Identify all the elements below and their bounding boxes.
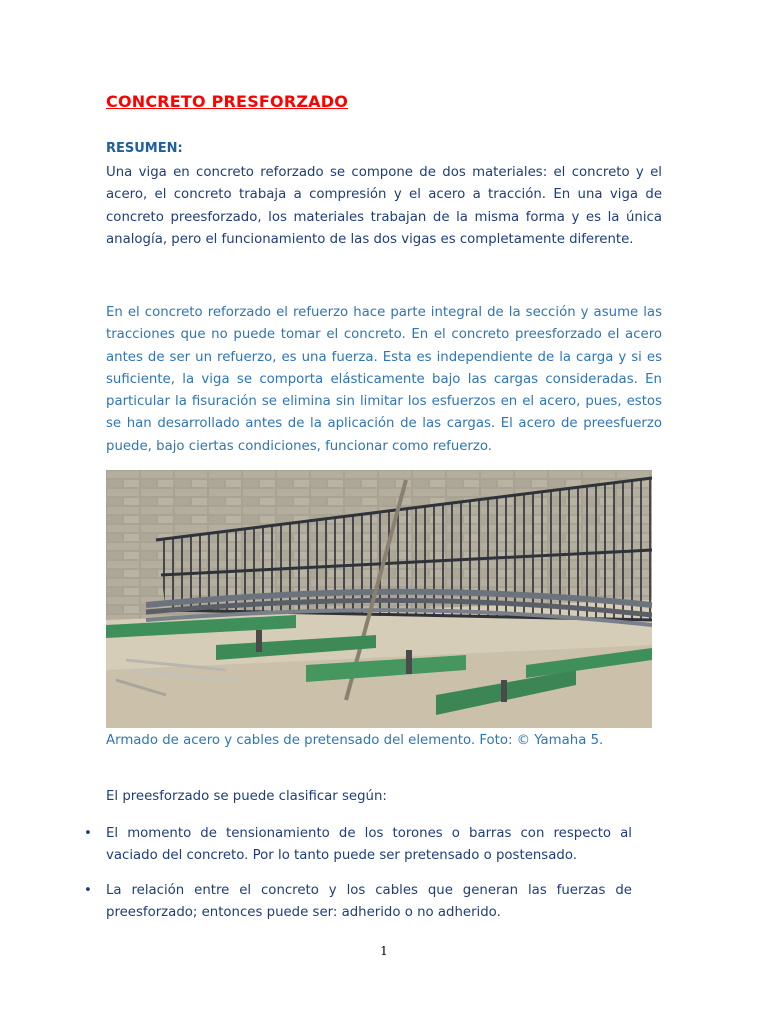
photo-caption: Armado de acero y cables de pretensado del elemento. Foto: © Yamaha 5. bbox=[106, 733, 604, 748]
summary-paragraph: Una viga en concreto reforzado se compone de dos materiales: el concreto y el acero, el concreto trabaja a compresión y el acero a tracción. En una viga de concreto preesforzado, los materiales trabajan de la misma forma y es la única analogía, pero el funcionamiento de las dos vigas es completamente diferente. bbox=[106, 165, 662, 247]
document-title: CONCRETO PRESFORZADO bbox=[106, 92, 349, 111]
summary-heading: RESUMEN: bbox=[106, 141, 183, 156]
list-item-text: La relación entre el concreto y los cables que generan las fuerzas de preesforzado; entonces puede ser: adherido o no adherido. bbox=[106, 883, 632, 921]
bullet-icon: • bbox=[84, 883, 92, 898]
reinforcement-paragraph: En el concreto reforzado el refuerzo hace parte integral de la sección y asume las tracciones que no puede tomar el concreto. En el concreto preesforzado el acero antes de ser un refuerzo, es una fuerza. Esta es independiente de la carga y si es suficiente, la viga se comporta elásticamente bajo las cargas consideradas. En particular la fisuración se elimina sin limitar los esfuerzos en el acero, pues, estos se han desarrollado antes de la aplicación de las cargas. El acero de preesfuerzo puede, bajo ciertas condiciones, funcionar como refuerzo. bbox=[106, 305, 662, 454]
page-number: 1 bbox=[380, 944, 388, 958]
list-item bbox=[84, 823, 662, 868]
list-item-text: El momento de tensionamiento de los torones o barras con respecto al vaciado del concreto. Por lo tanto puede ser pretensado o postensado. bbox=[106, 826, 632, 864]
list-item bbox=[84, 880, 662, 925]
rebar-cage-photo bbox=[106, 470, 652, 728]
classification-intro: El preesforzado se puede clasificar según: bbox=[106, 789, 387, 804]
bullet-icon: • bbox=[84, 826, 92, 841]
rebar-cage-illustration bbox=[106, 470, 652, 728]
